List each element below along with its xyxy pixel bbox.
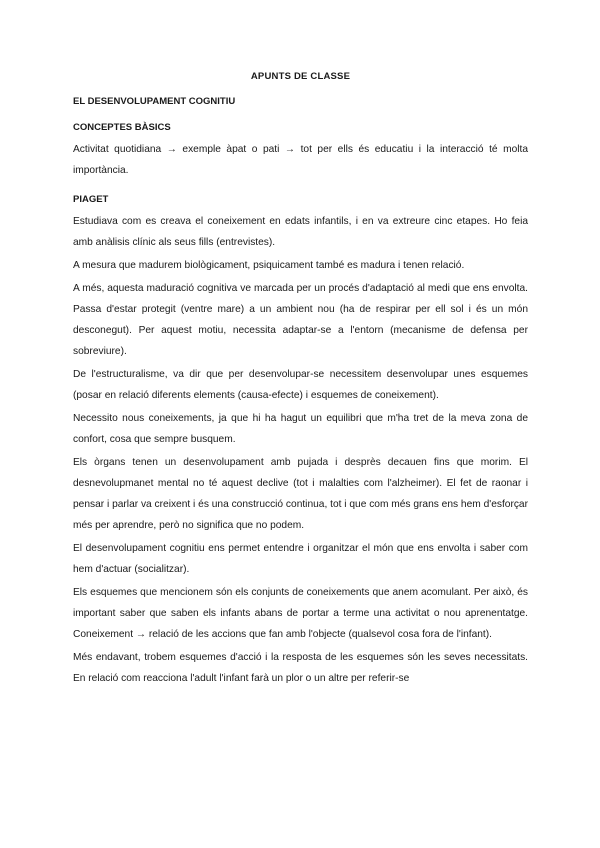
paragraph: Activitat quotidiana → exemple àpat o pati → tot per ells és educatiu i la interacció té molta importància. xyxy=(73,144,528,176)
paragraph: El desenvolupament cognitiu ens permet entendre i organitzar el món que ens envolta i saber com hem d'actuar (socialitzar). xyxy=(73,543,528,575)
page-title: APUNTS DE CLASSE xyxy=(250,71,351,82)
paragraph: A mesura que madurem biològicament, psiquicament també es madura i tenen relació. xyxy=(73,260,465,271)
paragraph: Més endavant, trobem esquemes d'acció i la resposta de les esquemes són les seves necessitats. En relació com reacciona l'adult l'infant farà un plor o un altre per referir-se xyxy=(73,652,528,684)
paragraph: A més, aquesta maduració cognitiva ve marcada per un procés d'adaptació al medi que ens envolta. Passa d'estar protegit (ventre mare) a un ambient nou (ha de respirar per ell sol i és un món desconegut). Per aquest motiu, necessita adaptar-se a l'entorn (mecanisme de defensa per sobreviure). xyxy=(73,283,528,357)
document-page xyxy=(73,70,528,691)
paragraph: De l'estructuralisme, va dir que per desenvolupar-se necessitem desenvolupar unes esquemes (posar en relació diferents elements (causa-efecte) i esquemes de coneixement). xyxy=(73,369,528,401)
paragraph: Estudiava com es creava el coneixement en edats infantils, i en va extreure cinc etapes. Ho feia amb anàlisis clínic als seus fills (entrevistes). xyxy=(73,216,528,248)
paragraph: Necessito nous coneixements, ja que hi ha hagut un equilibri que m'ha tret de la meva zona de confort, cosa que sempre busquem. xyxy=(73,413,528,445)
subsection-heading-conceptes: CONCEPTES BÀSICS xyxy=(73,122,171,133)
paragraph: Els òrgans tenen un desenvolupament amb pujada i desprès decauen fins que morim. El desnevolupmanet mental no té aquest declive (tot i malalties com l'alzheimer). El fet de raonar i pensar i parlar va creixent i és una construcció continua, tot i que com més grans ens hem d'esforçar més per aprendre, però no significa que no podem. xyxy=(73,457,528,531)
paragraph: Els esquemes que mencionem són els conjunts de coneixements que anem acomulant. Per això, és important saber que saben els infants abans de portar a terme una activitat o nou aprenentatge. Coneixement → relació de les accions que fan amb l'objecte (qualsevol cosa fora de l'infant). xyxy=(73,587,528,640)
subsection-heading-piaget: PIAGET xyxy=(73,194,109,205)
section-title: EL DESENVOLUPAMENT COGNITIU xyxy=(73,96,236,107)
